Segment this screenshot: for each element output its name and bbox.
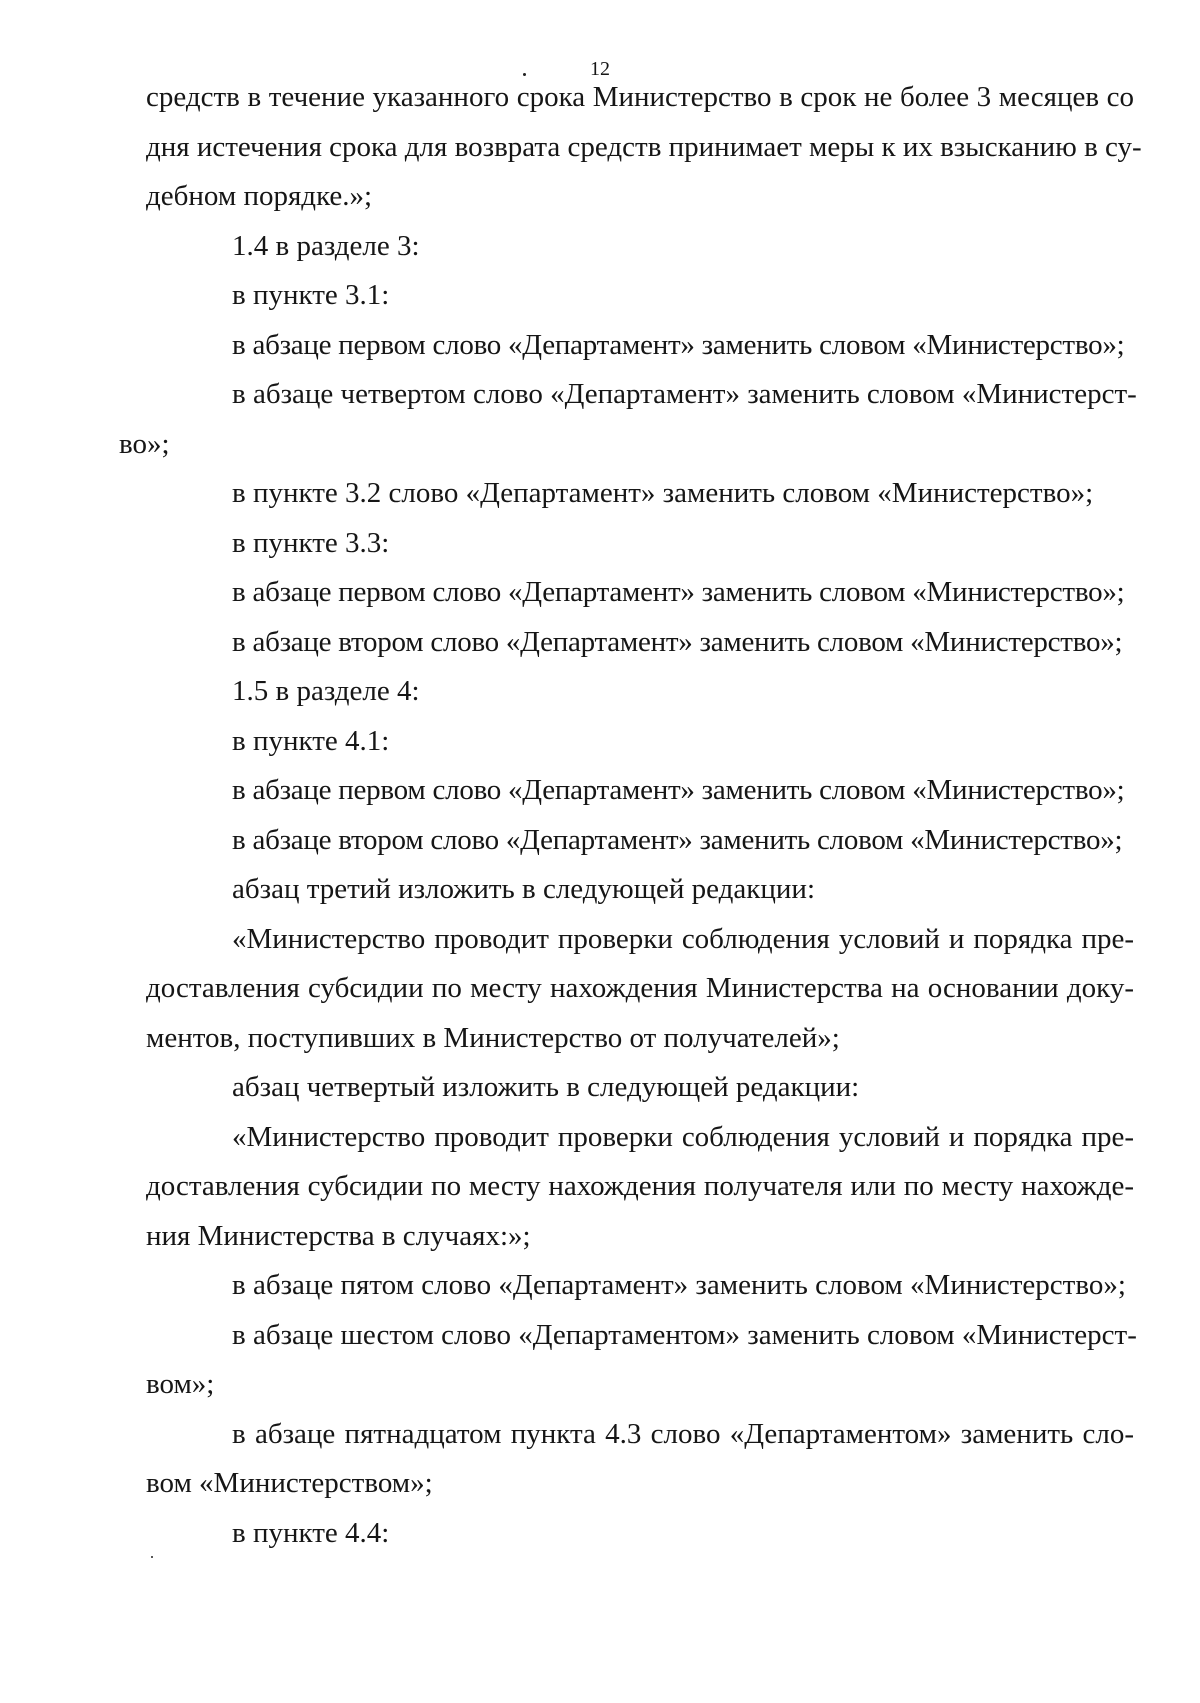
text-line: в пункте 3.3: [232, 526, 390, 559]
text-line: абзац третий изложить в следующей редакции: [232, 873, 816, 905]
text-line: абзац четвертый изложить в следующей редакции: [232, 1071, 860, 1103]
text-line: средств в течение указанного срока Министерство в срок не более 3 месяцев со [146, 81, 1134, 113]
text-line: ментов, поступивших в Министерство от получателей»; [146, 1021, 840, 1054]
text-line: в абзаце шестом слово «Департаментом» заменить словом «Министерст- [232, 1318, 1137, 1351]
text-line: в абзаце первом слово «Департамент» заменить словом «Министерство»; [232, 328, 1125, 361]
document-body [119, 73, 1142, 1558]
text-line: в абзаце четвертом слово «Департамент» заменить словом «Министерст- [232, 378, 1137, 410]
text-line: в пункте 3.1: [232, 279, 390, 311]
text-line: в абзаце первом слово «Департамент» заменить словом «Министерство»; [232, 576, 1125, 608]
text-line: вом»; [146, 1368, 215, 1400]
text-line: доставления субсидии по месту нахождения Министерства на основании доку- [146, 972, 1134, 1004]
text-line: в абзаце пятнадцатом пункта 4.3 слово «Департаментом» заменить сло- [232, 1417, 1134, 1450]
text-line: доставления субсидии по месту нахождения получателя или по месту нахожде- [146, 1170, 1134, 1202]
text-line: 1.5 в разделе 4: [232, 675, 420, 707]
page-number: 12 [590, 58, 610, 80]
text-line: во»; [119, 427, 170, 460]
text-line: дебном порядке.»; [146, 180, 373, 212]
text-line: дня истечения срока для возврата средств принимает меры к их взысканию в су- [146, 130, 1142, 163]
scan-speck [523, 73, 526, 76]
text-line: в абзаце втором слово «Департамент» заменить словом «Министерство»; [232, 625, 1123, 658]
text-line: 1.4 в разделе 3: [232, 229, 420, 262]
scan-speck [151, 1556, 153, 1558]
text-line: в абзаце первом слово «Департамент» заменить словом «Министерство»; [232, 774, 1125, 806]
text-line: в пункте 3.2 слово «Департамент» заменить словом «Министерство»; [232, 477, 1094, 509]
text-line: «Министерство проводит проверки соблюдения условий и порядка пре- [232, 1120, 1134, 1153]
text-line: «Министерство проводит проверки соблюдения условий и порядка пре- [232, 922, 1134, 955]
text-line: в абзаце пятом слово «Департамент» заменить словом «Министерство»; [232, 1269, 1126, 1301]
text-line: в пункте 4.1: [232, 724, 390, 757]
text-line: вом «Министерством»; [146, 1467, 433, 1499]
text-line: в пункте 4.4: [232, 1516, 390, 1549]
text-line: в абзаце втором слово «Департамент» заменить словом «Министерство»; [232, 823, 1123, 856]
text-line: ния Министерства в случаях:»; [146, 1219, 531, 1252]
